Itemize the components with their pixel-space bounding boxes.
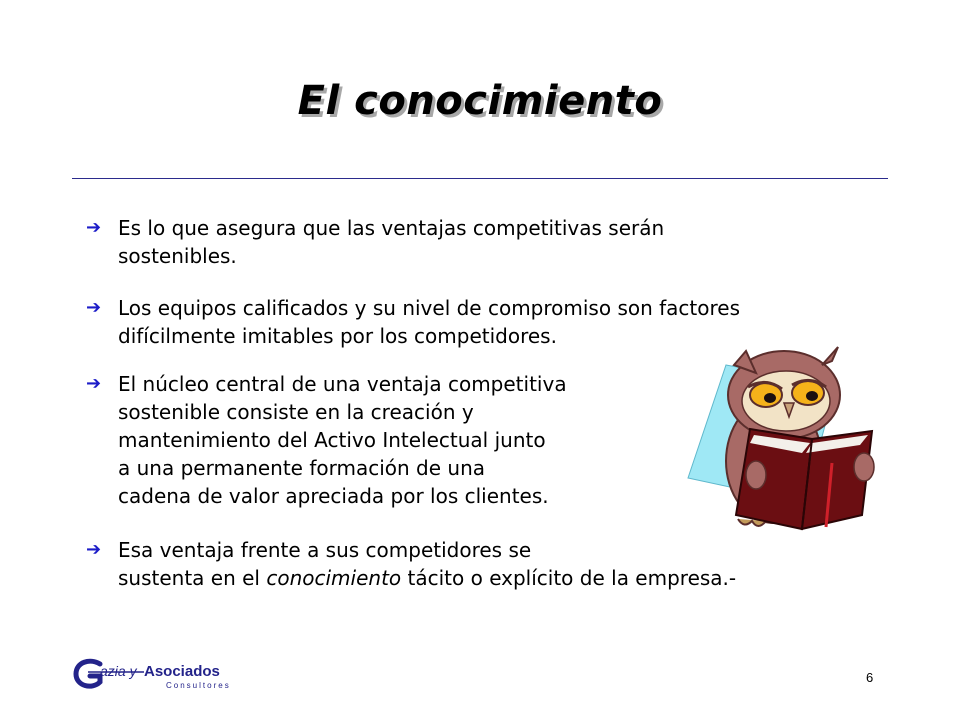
- bullet-line: tácito o explícito de la empresa.-: [401, 566, 737, 590]
- logo-name-b: Asociados: [144, 663, 220, 680]
- bullet-text: [118, 536, 736, 592]
- arrow-right-icon: ➔: [86, 373, 102, 394]
- logo-graphic: [72, 656, 232, 692]
- bullet-line: mantenimiento del Activo Intelectual junto: [118, 428, 546, 452]
- arrow-right-icon: ➔: [86, 539, 102, 560]
- bullet-line: difícilmente imitables por los competidores.: [118, 324, 557, 348]
- logo-name-a: azia y: [100, 663, 137, 679]
- logo-tagline: Consultores: [166, 681, 231, 690]
- company-logo: [72, 656, 232, 692]
- bullet-text: [118, 214, 664, 270]
- bullet-line: sostenible consiste en la creación y: [118, 400, 474, 424]
- bullet-line: Esa ventaja frente a sus competidores se: [118, 538, 532, 562]
- bullet-text: [118, 370, 567, 510]
- bullet-line: a una permanente formación de una: [118, 456, 486, 480]
- bullet-line: Es lo que asegura que las ventajas competitivas serán: [118, 216, 665, 240]
- slide-title: El conocimiento: [297, 78, 663, 124]
- owl-reading-book-illustration: [686, 343, 880, 539]
- bullet-line: Los equipos calificados y su nivel de compromiso son factores: [118, 296, 741, 320]
- arrow-right-icon: ➔: [86, 217, 102, 238]
- arrow-right-icon: ➔: [86, 297, 102, 318]
- emphasis-text: conocimiento: [266, 566, 402, 590]
- page-number: 6: [866, 670, 874, 685]
- title-divider: [72, 178, 888, 179]
- bullet-line: sostenibles.: [118, 244, 237, 268]
- bullet-line: sustenta en el: [118, 566, 267, 590]
- bullet-line: cadena de valor apreciada por los clientes.: [118, 484, 549, 508]
- bullet-text: [118, 294, 740, 350]
- bullet-line: El núcleo central de una ventaja competitiva: [118, 372, 567, 396]
